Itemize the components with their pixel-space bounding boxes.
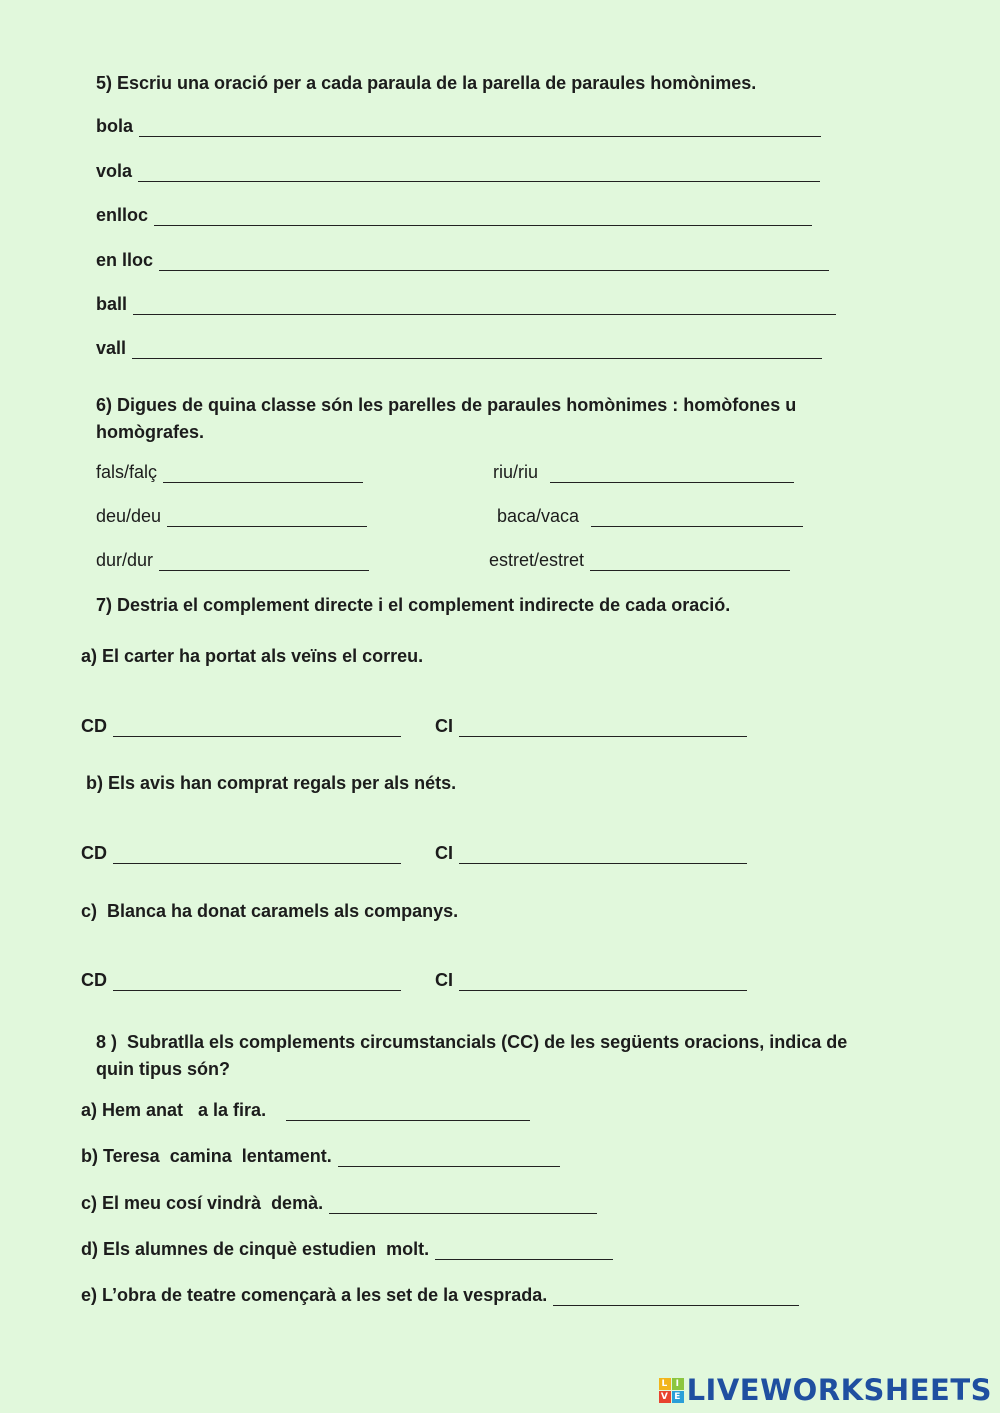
ex6-right-item (497, 506, 803, 527)
cd-input[interactable] (113, 845, 401, 864)
word-label: en lloc (96, 250, 154, 270)
cd-label: CD (81, 970, 107, 990)
cd-row (81, 970, 401, 991)
ex5-item (96, 338, 822, 359)
answer-input[interactable] (154, 207, 812, 226)
ex8-item (81, 1146, 560, 1167)
answer-input[interactable] (338, 1148, 560, 1167)
sentence-label: a) Hem anat a la fira. (81, 1100, 267, 1120)
ex5-item (96, 294, 836, 315)
ex8-item (81, 1193, 597, 1214)
ex8-item (81, 1285, 799, 1306)
ex6-right-item (489, 550, 790, 571)
ex7-sentence: a) El carter ha portat als veïns el correu. (81, 646, 424, 666)
answer-input[interactable] (133, 296, 836, 315)
cd-label: CD (81, 843, 107, 863)
ex7-sentence: c) Blanca ha donat caramels als companys. (81, 901, 459, 921)
answer-input[interactable] (329, 1195, 597, 1214)
word-label: vall (96, 338, 127, 358)
cd-row (81, 843, 401, 864)
answer-input[interactable] (163, 464, 363, 483)
ci-label: CI (435, 716, 453, 736)
word-label: enlloc (96, 205, 149, 225)
ex6-left-item (96, 550, 369, 571)
answer-input[interactable] (138, 163, 820, 182)
ci-label: CI (435, 843, 453, 863)
word-pair-label: baca/vaca (497, 506, 580, 526)
ex6-heading: 6) Digues de quina classe són les parelles de paraules homònimes : homòfones u homògrafes. (96, 395, 797, 442)
ci-row (435, 970, 747, 991)
answer-input[interactable] (550, 464, 794, 483)
ex5-item (96, 161, 820, 182)
answer-input[interactable] (435, 1241, 613, 1260)
ex7-heading: 7) Destria el complement directe i el complement indirecte de cada oració. (96, 595, 731, 615)
sentence-label: d) Els alumnes de cinquè estudien molt. (81, 1239, 430, 1259)
answer-input[interactable] (132, 340, 822, 359)
ci-input[interactable] (459, 972, 747, 991)
ci-row (435, 843, 747, 864)
ex6-left-item (96, 506, 367, 527)
cd-input[interactable] (113, 718, 401, 737)
ci-label: CI (435, 970, 453, 990)
ex8-item (81, 1239, 613, 1260)
answer-input[interactable] (167, 508, 367, 527)
ex5-item (96, 205, 812, 226)
ex8-heading: 8 ) Subratlla els complements circumstancials (CC) de les següents oracions, indica de quin tipus són? (96, 1032, 853, 1079)
word-label: bola (96, 116, 134, 136)
answer-input[interactable] (590, 552, 790, 571)
word-label: ball (96, 294, 128, 314)
logo-mark-icon: L I V E (659, 1378, 684, 1403)
ci-row (435, 716, 747, 737)
answer-input[interactable] (159, 252, 829, 271)
sentence-label: b) Teresa camina lentament. (81, 1146, 332, 1166)
answer-input[interactable] (553, 1287, 799, 1306)
word-pair-label: deu/deu (96, 506, 162, 526)
ci-input[interactable] (459, 718, 747, 737)
ex6-left-item (96, 462, 363, 483)
ex8-item (81, 1100, 530, 1121)
sentence-label: c) El meu cosí vindrà demà. (81, 1193, 324, 1213)
ex6-right-item (493, 462, 794, 483)
answer-input[interactable] (159, 552, 369, 571)
word-pair-label: riu/riu (493, 462, 539, 482)
answer-input[interactable] (591, 508, 803, 527)
word-pair-label: dur/dur (96, 550, 154, 570)
ex5-heading: 5) Escriu una oració per a cada paraula de la parella de paraules homònimes. (96, 73, 757, 93)
word-pair-label: fals/falç (96, 462, 158, 482)
ex5-item (96, 250, 829, 271)
cd-label: CD (81, 716, 107, 736)
sentence-label: e) L’obra de teatre començarà a les set de la vesprada. (81, 1285, 548, 1305)
word-label: vola (96, 161, 133, 181)
liveworksheets-logo[interactable] (659, 1373, 992, 1407)
ex5-item (96, 116, 821, 137)
answer-input[interactable] (139, 118, 821, 137)
word-pair-label: estret/estret (489, 550, 585, 570)
cd-input[interactable] (113, 972, 401, 991)
ex7-sentence: b) Els avis han comprat regals per als néts. (81, 773, 457, 793)
answer-input[interactable] (286, 1102, 530, 1121)
ci-input[interactable] (459, 845, 747, 864)
cd-row (81, 716, 401, 737)
logo-text: LIVEWORKSHEETS (686, 1373, 992, 1407)
